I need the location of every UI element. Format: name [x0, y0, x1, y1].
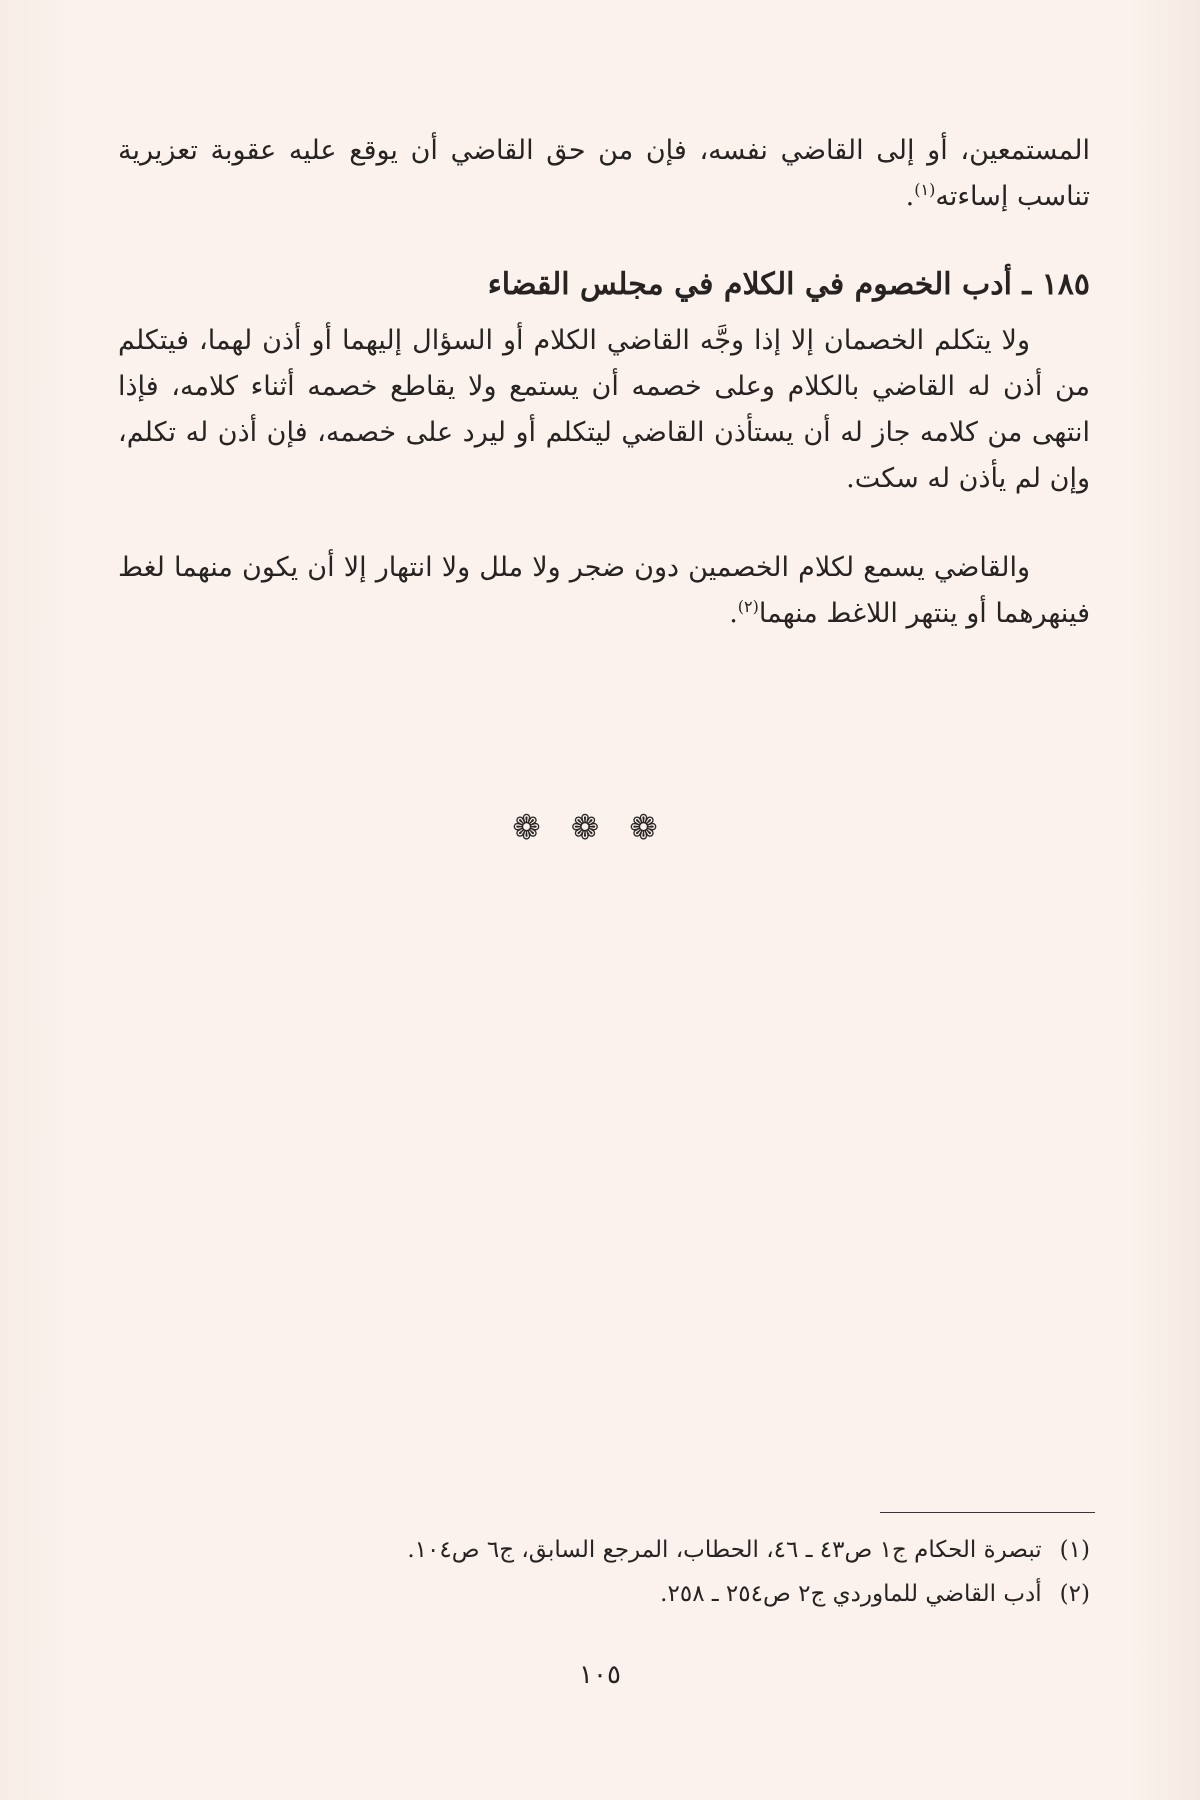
paragraph-judge-listening: [118, 545, 1090, 637]
flower-ornament-icon: ❁: [629, 808, 688, 848]
footnote-1: [118, 1528, 1090, 1572]
footnote-number: (٢): [1059, 1581, 1090, 1607]
footnote-2: [118, 1572, 1090, 1616]
flower-ornament-icon: ❁: [570, 808, 630, 848]
footnote-ref-1[interactable]: (١): [914, 180, 936, 199]
paragraph-judge-listening-text: والقاضي يسمع لكلام الخصمين دون ضجر ولا ملل ولا انتهار إلا أن يكون منهما لغط فينهرهما أو ينتهر اللاغط منهما: [118, 552, 1090, 629]
paragraph-continuation: [118, 128, 1090, 220]
paragraph-continuation-text: المستمعين، أو إلى القاضي نفسه، فإن من حق القاضي أن يوقع عليه عقوبة تعزيرية تناسب إساءته: [118, 135, 1090, 212]
section-divider-ornaments: [0, 808, 1200, 848]
paragraph-continuation-end: .: [905, 181, 915, 212]
footnote-number: (١): [1059, 1537, 1090, 1563]
footnotes: [118, 1528, 1090, 1616]
footnote-ref-2[interactable]: (٢): [737, 597, 759, 616]
page-number: ١٠٥: [579, 1660, 621, 1690]
footnote-text: تبصرة الحكام ج١ ص٤٣ ـ ٤٦، الحطاب، المرجع السابق، ج٦ ص١٠٤.: [407, 1537, 1042, 1563]
paragraph-judge-listening-end: .: [729, 598, 738, 629]
section-heading: ١٨٥ ـ أدب الخصوم في الكلام في مجلس القضاء: [487, 267, 1090, 302]
footnote-text: أدب القاضي للماوردي ج٢ ص٢٥٤ ـ ٢٥٨.: [660, 1581, 1042, 1607]
paragraph-speaking-etiquette: ولا يتكلم الخصمان إلا إذا وجَّه القاضي الكلام أو السؤال إليهما أو أذن لهما، فيتكلم من أذن له القاضي بالكلام وعلى خصمه أن يستمع ولا يقاطع خصمه أثناء كلامه، فإذا انتهى من كلامه جاز له أن يستأذن القاضي ليتكلم أو ليرد على خصمه، فإن أذن له تكلم، وإن لم يأذن له سكت.: [118, 325, 1090, 494]
flower-ornament-icon: ❁: [512, 808, 571, 848]
footnote-separator: [880, 1512, 1095, 1513]
